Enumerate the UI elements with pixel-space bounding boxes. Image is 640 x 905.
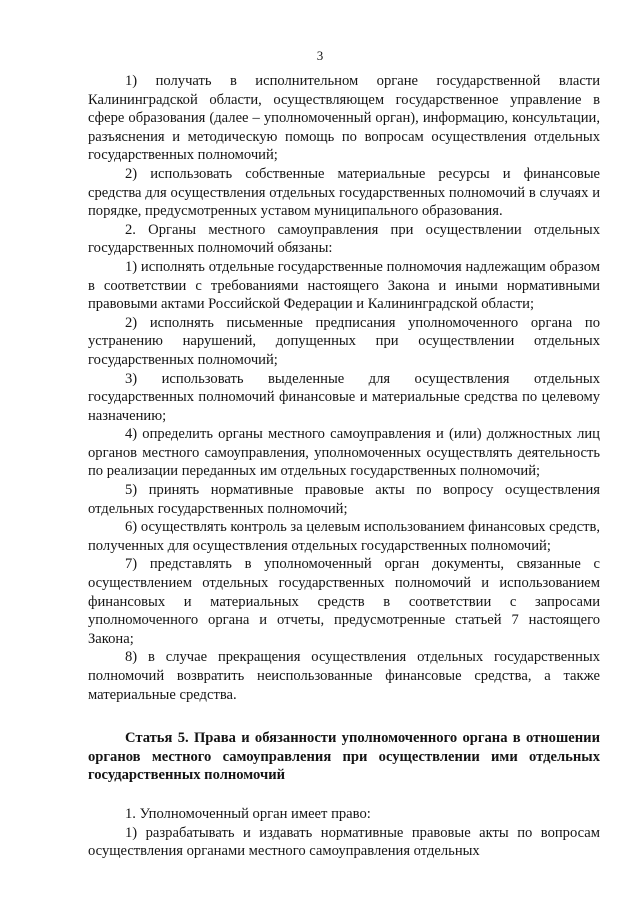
- paragraph: 4) определить органы местного самоуправления и (или) должностных лиц органов местного самоуправления, уполномоченных осуществлять деятельность по реализации переданных им отдельных государственных полномочий;: [88, 426, 600, 480]
- paragraph: 2) использовать собственные материальные ресурсы и финансовые средства для осуществления отдельных государственных полномочий в случаях и порядке, предусмотренных уставом муниципального образования.: [88, 165, 600, 220]
- article-heading: Статья 5. Права и обязанности уполномоченного органа в отношении органов местного самоуправления при осуществлении ими отдельных государственных полномочий: [88, 730, 600, 784]
- page-number: 3: [316, 48, 324, 63]
- paragraph: 2. Органы местного самоуправления при осуществлении отдельных государственных полномочий обязаны:: [88, 221, 600, 257]
- paragraph: 5) принять нормативные правовые акты по вопросу осуществления отдельных государственных полномочий;: [88, 482, 600, 517]
- paragraph: 1) разрабатывать и издавать нормативные правовые акты по вопросам осуществления органами местного самоуправления отдельных: [88, 824, 600, 860]
- paragraph: 8) в случае прекращения осуществления отдельных государственных полномочий возвратить неиспользованные финансовые средства, а также материальные средства.: [88, 649, 600, 703]
- paragraph: 6) осуществлять контроль за целевым использованием финансовых средств, полученных для осуществления отдельных государственных полномочий;: [88, 519, 600, 554]
- paragraph: 7) представлять в уполномоченный орган документы, связанные с осуществлением отдельных государственных полномочий и использованием финансовых и материальных средств в соответствии с запросами уполномоченного органа и отчеты, предусмотренные статьей 7 настоящего Закона;: [88, 556, 600, 647]
- document-body: [88, 72, 600, 861]
- paragraph: 2) исполнять письменные предписания уполномоченного органа по устранению нарушений, допущенных при осуществлении отдельных государственных полномочий;: [88, 314, 600, 368]
- paragraph: 3) использовать выделенные для осуществления отдельных государственных полномочий финансовые и материальные средства по целевому назначению;: [88, 370, 600, 424]
- paragraph: 1. Уполномоченный орган имеет право:: [125, 805, 371, 822]
- paragraph: 1) получать в исполнительном органе государственной власти Калининградской области, осуществляющем государственное управление в сфере образования (далее – уполномоченный орган), информацию, консультации, разъяснения и методическую помощь по вопросам осуществления отдельных государственных полномочий;: [88, 73, 600, 164]
- paragraph: 1) исполнять отдельные государственные полномочия надлежащим образом в соответствии с требованиями настоящего Закона и иными нормативными правовыми актами Российской Федерации и Калининградской области;: [88, 258, 600, 313]
